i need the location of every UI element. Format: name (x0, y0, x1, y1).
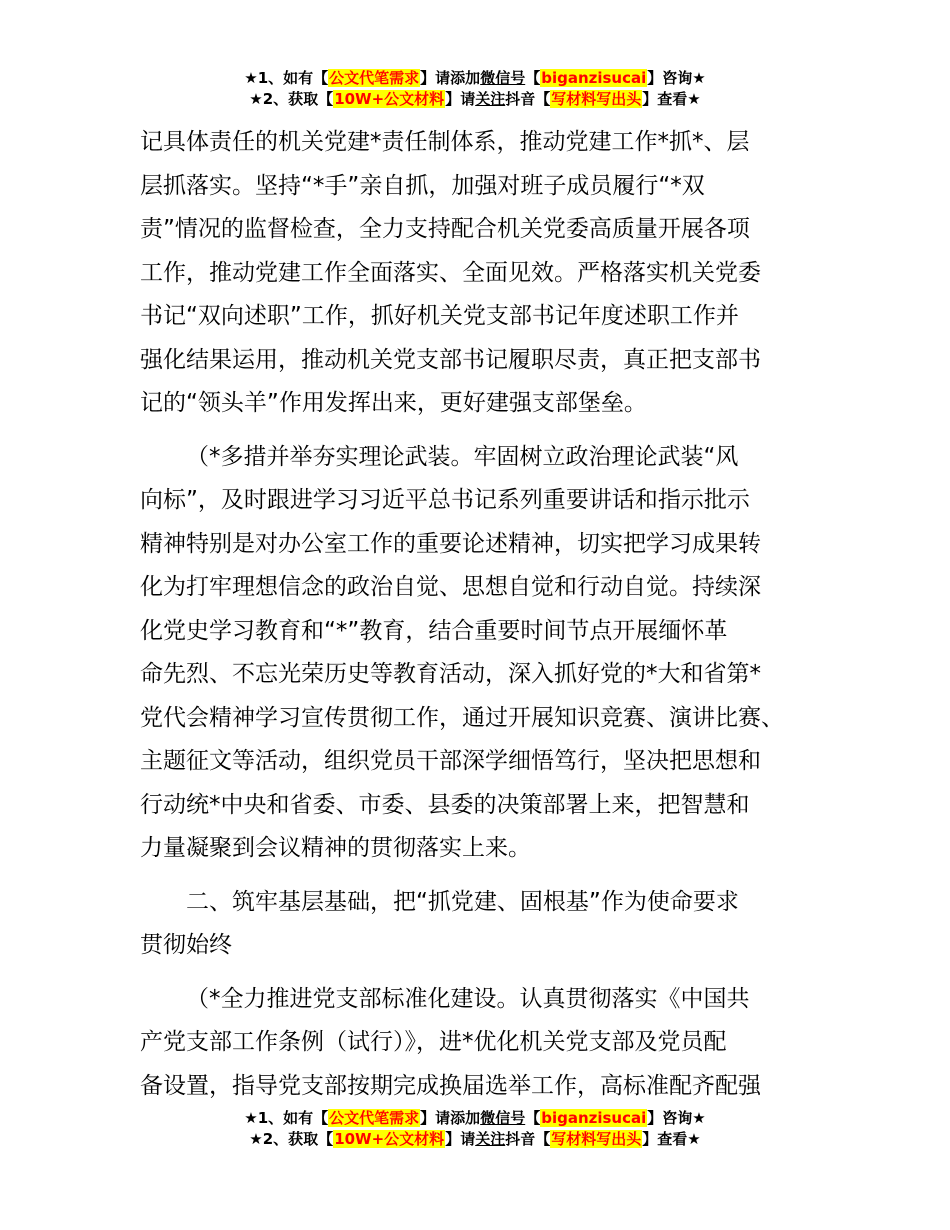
text-line: 力量凝聚到会议精神的贯彻落实上来。 (140, 835, 531, 861)
text-line: 备设置，指导党支部按期完成换届选举工作，高标准配齐配强 (140, 1072, 761, 1099)
banner-text: 】请添加 (420, 69, 481, 87)
banner-highlight: 公文代笔需求 (329, 69, 420, 87)
text-line: 书记“双向述职”工作，抓好机关党支部书记年度述职工作并 (140, 303, 739, 329)
banner-text: 抖音【 (505, 90, 551, 108)
text-line: （*多措并举夯实理论武装。牢固树立政治理论武装“风 (186, 443, 739, 470)
text-line: 贯彻始终 (140, 932, 232, 958)
header-banner (0, 68, 950, 110)
text-line: 层抓落实。坚持“*手”亲自抓，加强对班子成员履行“*双 (140, 172, 705, 199)
banner-highlight: 10W+公文材料 (334, 90, 445, 108)
banner-text: 【 (525, 69, 541, 87)
banner-text: 】查看★ (642, 1130, 701, 1148)
banner-text: 】请 (445, 90, 476, 108)
banner-text: 】请添加 (420, 1109, 481, 1127)
footer-banner (0, 1108, 950, 1150)
banner-underlined-text: 关注 (475, 1130, 506, 1148)
text-line: 化为打牢理想信念的政治自觉、思想自觉和行动自觉。持续深 (140, 574, 761, 600)
paragraph (140, 978, 830, 1109)
banner-line-1 (0, 1108, 950, 1129)
banner-line-1 (0, 68, 950, 89)
paragraph-gap (140, 968, 830, 978)
banner-highlight: 公文代笔需求 (329, 1109, 420, 1127)
banner-line-2 (0, 1129, 950, 1150)
paragraph (140, 436, 830, 871)
text-line: 化党史学习教育和“*”教育，结合重要时间节点开展缅怀革 (140, 617, 728, 644)
banner-text: 】查看★ (642, 90, 701, 108)
banner-highlight: biganzisucai (541, 69, 647, 87)
text-line: 命先烈、不忘光荣历史等教育活动，深入抓好党的*大和省第* (140, 661, 761, 687)
banner-line-2 (0, 89, 950, 110)
banner-text: ★1、如有【 (244, 69, 329, 87)
banner-highlight: biganzisucai (541, 1109, 647, 1127)
banner-underlined-text: 微信号 (480, 1109, 526, 1127)
text-line: 记的“领头羊”作用发挥出来，更好建强支部堡垒。 (140, 390, 647, 416)
banner-text: 【 (525, 1109, 541, 1127)
text-line: 精神特别是对办公室工作的重要论述精神，切实把学习成果转 (140, 530, 761, 557)
banner-underlined-text: 关注 (475, 90, 506, 108)
banner-text: 】咨询★ (647, 69, 706, 87)
banner-text: ★2、获取【 (249, 90, 334, 108)
text-line: 行动统*中央和省委、市委、县委的决策部署上来，把智慧和 (140, 791, 750, 818)
text-line: 工作，推动党建工作全面落实、全面见效。严格落实机关党委 (140, 259, 761, 286)
text-line: 责”情况的监督检查，全力支持配合机关党委高质量开展各项 (140, 216, 750, 242)
text-line: 产党支部工作条例（试行）》，进*优化机关党支部及党员配 (140, 1029, 727, 1055)
banner-text: 抖音【 (505, 1130, 551, 1148)
banner-highlight: 10W+公文材料 (334, 1130, 445, 1148)
banner-underlined-text: 微信号 (480, 69, 526, 87)
paragraph-gap (140, 426, 830, 436)
text-line: 强化结果运用，推动机关党支部书记履职尽责，真正把支部书 (140, 346, 761, 373)
text-line: 党代会精神学习宣传贯彻工作，通过开展知识竞赛、演讲比赛、 (140, 704, 784, 731)
section-heading (140, 881, 830, 968)
paragraph-gap (140, 871, 830, 881)
banner-text: ★1、如有【 (244, 1109, 329, 1127)
text-line: 主题征文等活动，组织党员干部深学细悟笃行，坚决把思想和 (140, 748, 761, 774)
banner-text: ★2、获取【 (249, 1130, 334, 1148)
banner-text: 】请 (445, 1130, 476, 1148)
text-line: 向标”，及时跟进学习习近平总书记系列重要讲话和指示批示 (140, 487, 750, 513)
text-line: 二、筑牢基层基础，把“抓党建、固根基”作为使命要求 (186, 888, 739, 915)
text-line: （*全力推进党支部标准化建设。认真贯彻落实《中国共 (186, 985, 750, 1012)
paragraph (140, 121, 830, 426)
banner-text: 】咨询★ (647, 1109, 706, 1127)
banner-highlight: 写材料写出头 (551, 1130, 642, 1148)
text-line: 记具体责任的机关党建*责任制体系，推动党建工作*抓*、层 (140, 129, 750, 155)
document-body (140, 121, 830, 1108)
banner-highlight: 写材料写出头 (551, 90, 642, 108)
